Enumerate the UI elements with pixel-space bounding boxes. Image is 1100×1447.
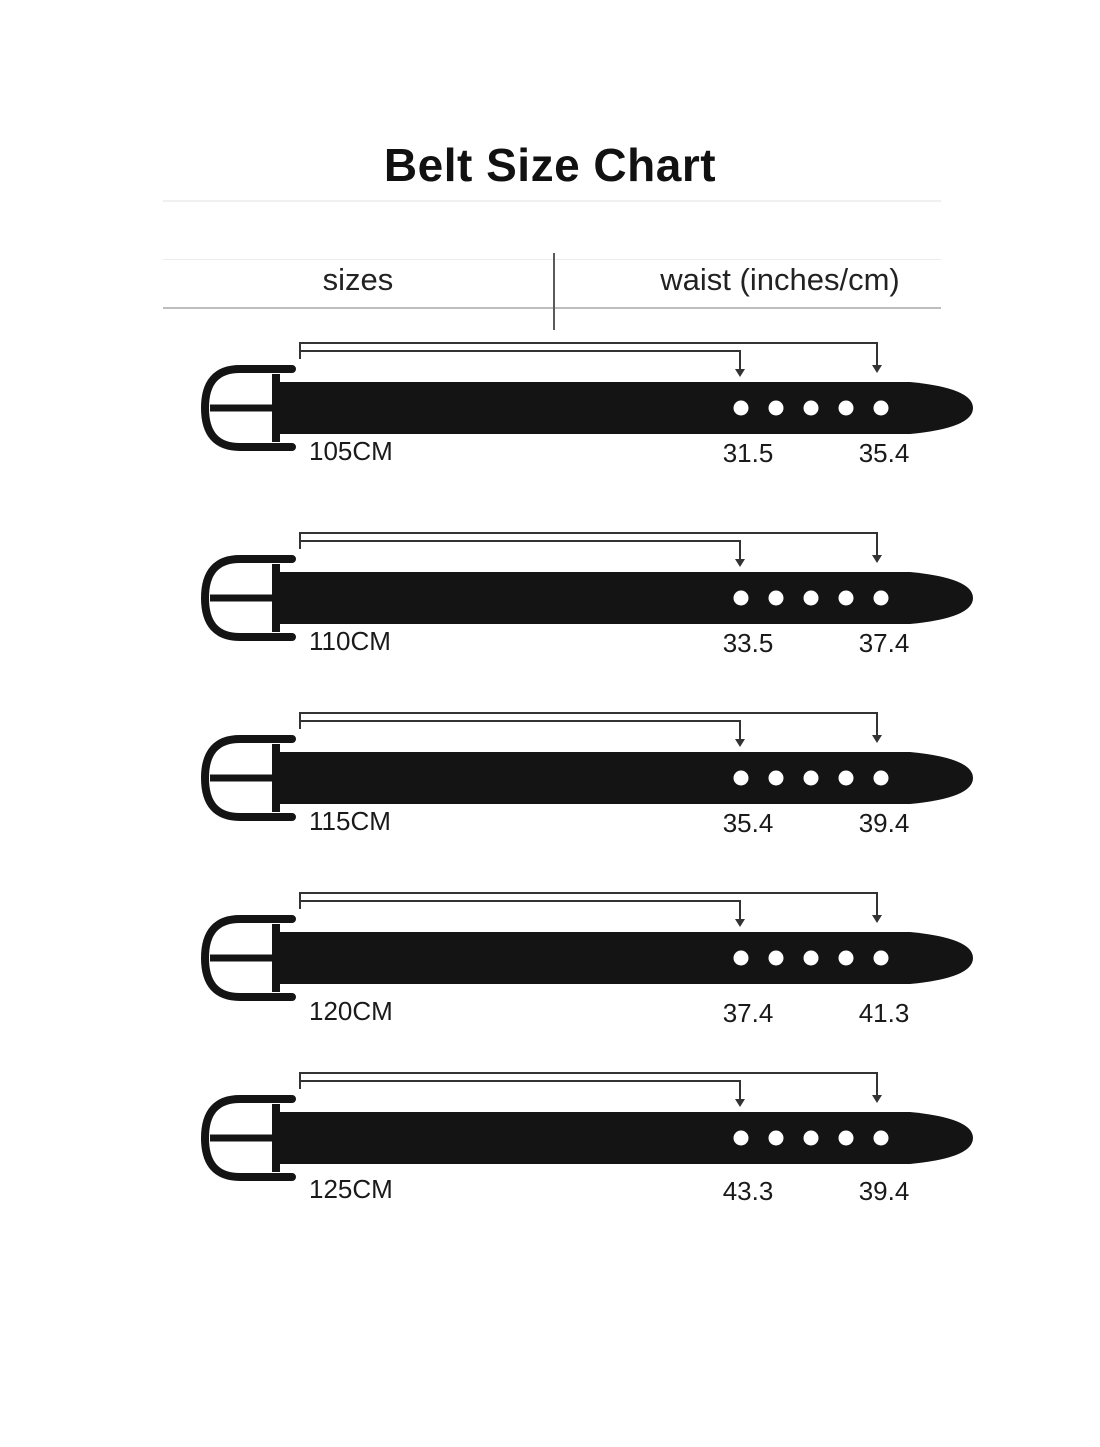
belt-2-size-label: 110CM: [309, 626, 391, 656]
belt-hole: [734, 771, 749, 786]
belt-hole: [804, 771, 819, 786]
belt-row-3: [0, 710, 1100, 890]
belt-hole: [734, 951, 749, 966]
arrow-down-icon: [872, 365, 882, 373]
belt-hole: [804, 591, 819, 606]
belt-strap: [275, 752, 973, 804]
bracket-inner: [300, 1081, 740, 1101]
header-column-divider: [553, 253, 555, 330]
arrow-down-icon: [872, 555, 882, 563]
header-bottom-rule: [163, 307, 941, 309]
belt-hole: [874, 591, 889, 606]
belt-3-illustration: [0, 710, 1100, 870]
belt-5-size-label: 125CM: [309, 1174, 393, 1204]
belt-5-waist-min: 43.3: [722, 1176, 774, 1206]
belt-4-waist-max: 41.3: [858, 998, 910, 1028]
belt-row-1: [0, 340, 1100, 520]
belt-strap: [275, 382, 973, 434]
belt-hole: [769, 771, 784, 786]
belt-1-waist-min: 31.5: [722, 438, 774, 468]
belt-hole: [839, 771, 854, 786]
bracket-inner: [300, 721, 740, 741]
arrow-down-icon: [735, 369, 745, 377]
belt-1-size-label: 105CM: [309, 436, 393, 466]
belt-5-illustration: [0, 1070, 1100, 1230]
bracket-outer: [300, 533, 877, 557]
belt-4-size-label: 120CM: [309, 996, 393, 1026]
bracket-inner: [300, 901, 740, 921]
belt-hole: [874, 771, 889, 786]
bracket-outer: [300, 343, 877, 367]
header-sizes-label: sizes: [322, 262, 394, 297]
belt-hole: [839, 591, 854, 606]
bracket-outer: [300, 1073, 877, 1097]
header-waist-label: waist (inches/cm): [660, 262, 900, 297]
belt-strap: [275, 1112, 973, 1164]
belt-3-waist-max: 39.4: [858, 808, 910, 838]
belt-row-5: [0, 1070, 1100, 1250]
belt-hole: [769, 1131, 784, 1146]
belt-4-illustration: [0, 890, 1100, 1050]
belt-hole: [769, 401, 784, 416]
belt-hole: [734, 401, 749, 416]
belt-3-size-label: 115CM: [309, 806, 391, 836]
belt-hole: [804, 401, 819, 416]
belt-hole: [839, 401, 854, 416]
bracket-outer: [300, 893, 877, 917]
bracket-inner: [300, 351, 740, 371]
arrow-down-icon: [872, 735, 882, 743]
header-mid-rule: [163, 259, 941, 260]
belt-strap: [275, 572, 973, 624]
belt-hole: [734, 591, 749, 606]
chart-title: Belt Size Chart: [383, 139, 717, 191]
belt-hole: [769, 591, 784, 606]
belt-hole: [874, 951, 889, 966]
bracket-inner: [300, 541, 740, 561]
belt-2-waist-max: 37.4: [858, 628, 910, 658]
belt-1-waist-max: 35.4: [858, 438, 910, 468]
belt-3-waist-min: 35.4: [722, 808, 774, 838]
arrow-down-icon: [735, 919, 745, 927]
belt-hole: [839, 951, 854, 966]
belt-hole: [734, 1131, 749, 1146]
belt-2-illustration: [0, 530, 1100, 690]
belt-hole: [804, 1131, 819, 1146]
arrow-down-icon: [872, 1095, 882, 1103]
belt-5-waist-max: 39.4: [858, 1176, 910, 1206]
belt-4-waist-min: 37.4: [722, 998, 774, 1028]
belt-hole: [804, 951, 819, 966]
header-top-rule: [163, 200, 941, 202]
belt-hole: [839, 1131, 854, 1146]
arrow-down-icon: [735, 1099, 745, 1107]
belt-2-waist-min: 33.5: [722, 628, 774, 658]
belt-hole: [769, 951, 784, 966]
arrow-down-icon: [735, 559, 745, 567]
bracket-outer: [300, 713, 877, 737]
arrow-down-icon: [735, 739, 745, 747]
belt-hole: [874, 401, 889, 416]
belt-1-illustration: [0, 340, 1100, 500]
belt-row-2: [0, 530, 1100, 710]
belt-strap: [275, 932, 973, 984]
arrow-down-icon: [872, 915, 882, 923]
belt-row-4: [0, 890, 1100, 1070]
belt-hole: [874, 1131, 889, 1146]
